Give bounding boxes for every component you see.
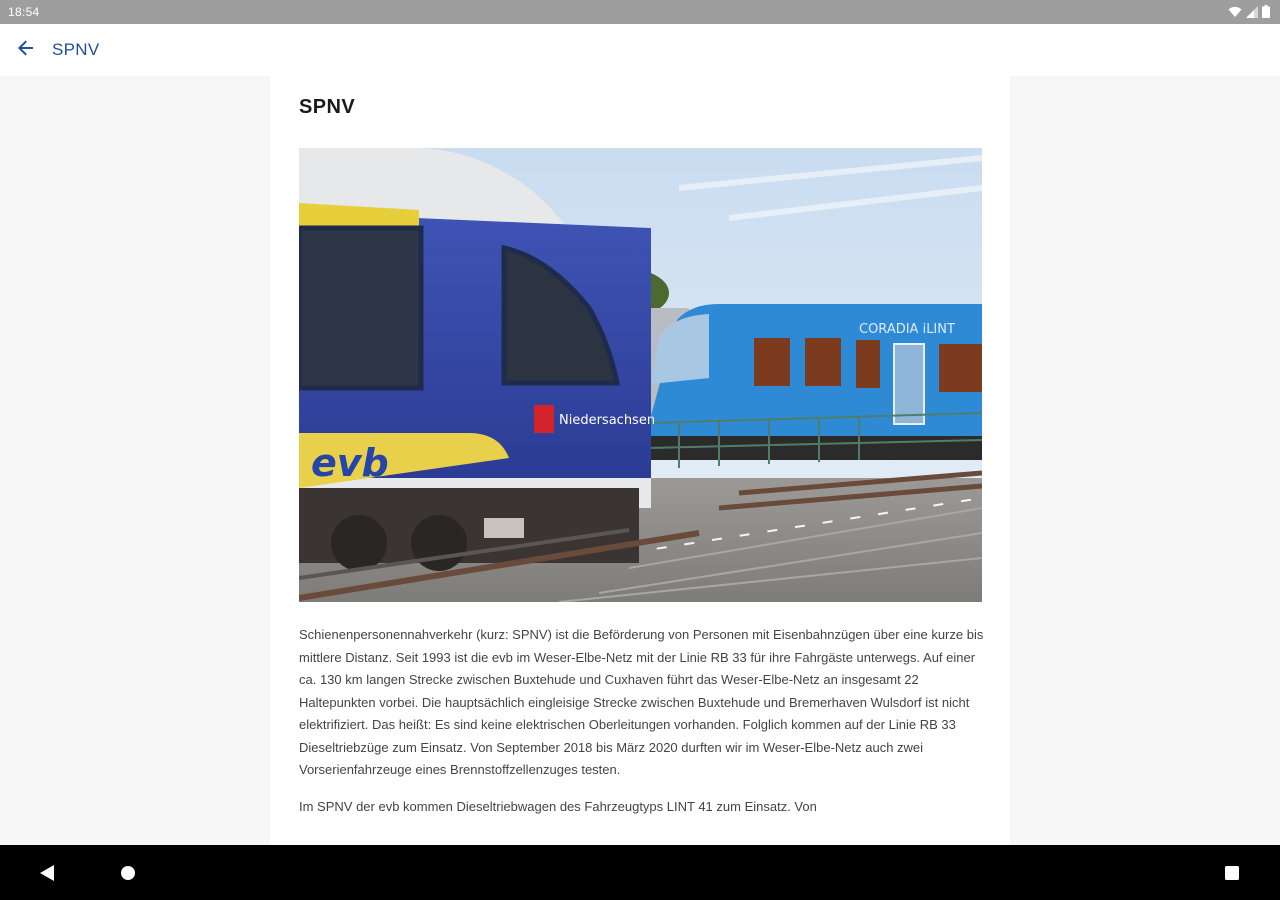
nav-back-icon[interactable] [38, 863, 58, 883]
train-region: Niedersachsen [559, 413, 656, 428]
system-nav-bar [0, 845, 1280, 900]
signal-icon [1246, 6, 1258, 21]
article-body [299, 624, 985, 832]
wifi-icon [1228, 6, 1242, 21]
article-image [299, 148, 982, 602]
nav-recent-apps-icon[interactable] [1223, 864, 1241, 882]
article-paragraph: Im SPNV der evb kommen Dieseltriebwagen des Fahrzeugtyps LINT 41 zum Einsatz. Von [299, 798, 817, 814]
nav-home-icon[interactable] [119, 864, 137, 882]
train-photo [299, 148, 982, 602]
article-heading: SPNV [299, 96, 356, 118]
article-paragraph: Schienenpersonennahverkehr (kurz: SPNV) ist die Beförderung von Personen mit Eisenbahnzügen über eine kurze bis mittlere Distanz. Seit 1993 ist die evb im Weser-Elbe-Netz mit der Linie RB 33 für ihre Fahrgäste unterwegs. Auf einer ca. 130 km langen Strecke zwischen Buxtehude und Cuxhaven führt das Weser-Elbe-Netz an insgesamt 22 Haltepunkten vorbei. Die hauptsächlich eingleisige Strecke zwischen Buxtehude und Bremerhaven Wulsdorf ist nicht elektrifiziert. Das heißt: Es sind keine elektrischen Oberleitungen vorhanden. Folglich kommen auf der Linie RB 33 Dieseltriebzüge zum Einsatz. Von September 2018 bis März 2020 durften wir im Weser-Elbe-Netz auch zwei Vorserienfahrzeuge eines Brennstoffzellenzuges testen. [299, 627, 984, 777]
train-brand: evb [311, 441, 389, 485]
article-card [270, 76, 1010, 846]
status-icons [1228, 5, 1270, 21]
app-bar [0, 24, 1280, 76]
train-lettering: CORADIA iLINT [859, 322, 955, 337]
app-bar-title: SPNV [52, 40, 100, 59]
back-button[interactable] [10, 36, 42, 64]
battery-icon [1262, 5, 1270, 21]
status-time: 18:54 [8, 5, 40, 19]
status-bar [0, 0, 1280, 24]
arrow-left-icon [18, 40, 34, 61]
